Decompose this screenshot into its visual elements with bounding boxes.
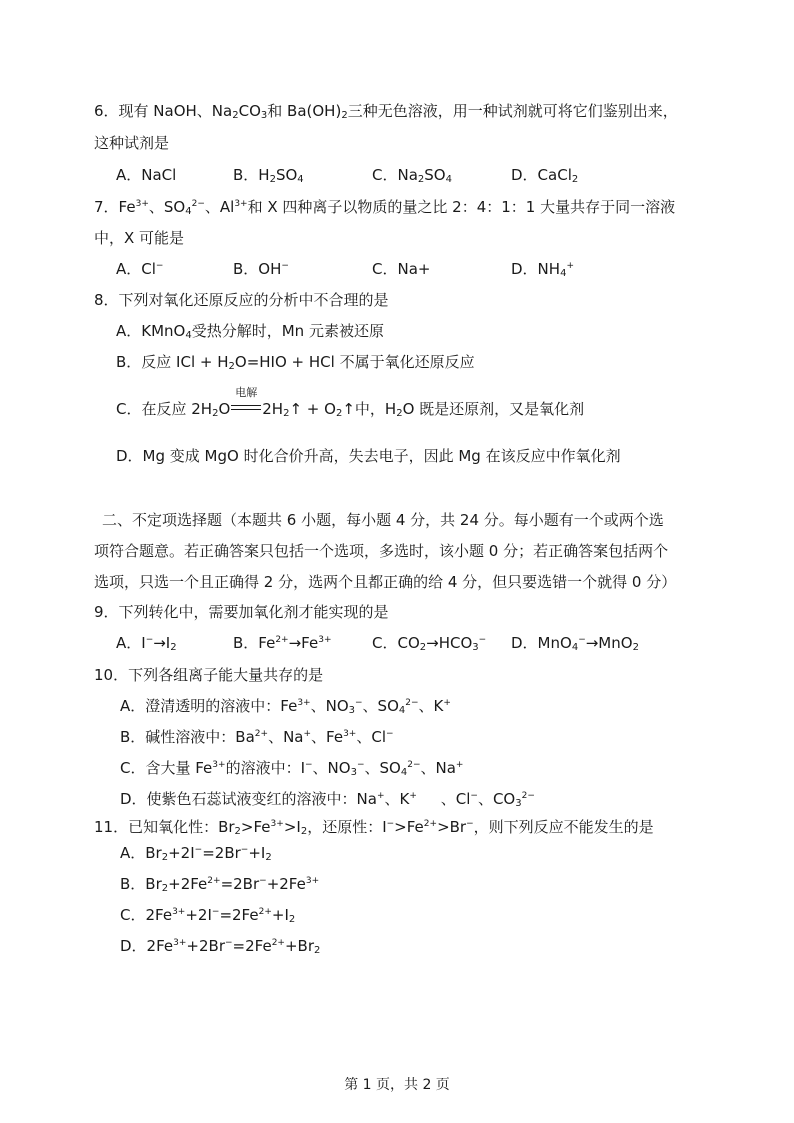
section2-line2: 项符合题意。若正确答案只包括一个选项，多选时，该小题 0 分；若正确答案包括两个	[94, 542, 669, 560]
q11-option-a: A．$Br_2+2I^-=2Br^-+I_2$	[120, 844, 272, 863]
q10-stem: 10．下列各组离子能大量共存的是	[94, 666, 324, 684]
q10-option-a: A．澄清透明的溶液中：$Fe^{3+}$、$NO_3^-$、$SO_4^{2-}$、K+	[120, 697, 451, 716]
q9-option-d: D．MnO$_4$−→MnO$_2$	[511, 634, 639, 653]
q8-stem: 8．下列对氧化还原反应的分析中不合理的是	[94, 291, 389, 309]
q7-stem-line2: 中，X 可能是	[94, 229, 185, 247]
q9-option-b: B．$Fe^{2+}\to Fe^{3+}$	[233, 634, 332, 652]
q10-option-d: D．使紫色石蕊试液变红的溶液中：Na+、K+ 、Cl−、$CO_3^{2-}$	[120, 790, 535, 809]
q7-option-b: B．OH−	[233, 260, 289, 278]
q7-option-c: C．Na+	[372, 260, 431, 278]
q6-option-d: D．CaCl$_2$	[511, 166, 579, 185]
q9-stem: 9．下列转化中，需要加氧化剂才能实现的是	[94, 603, 389, 621]
q6-option-a: A．NaCl	[116, 166, 177, 184]
q7-option-d: D．$NH_4^+$	[511, 260, 574, 279]
q8-option-d: D．Mg 变成 MgO 时化合价升高，失去电子，因此 Mg 在该反应中作氧化剂	[116, 447, 621, 465]
q11-option-b: B．$Br_2+2Fe^{2+}=2Br^-+2Fe^{3+}$	[120, 875, 320, 894]
q7-option-a: A．Cl−	[116, 260, 164, 278]
q10-option-b: B．碱性溶液中：$Ba^{2+}$、Na+、$Fe^{3+}$、Cl−	[120, 728, 394, 746]
q8-option-b: B．反应 ICl + $H_2O=HIO$ + HCl 不属于氧化还原反应	[116, 353, 475, 372]
q9-option-c: C．$CO_2\to HCO_3^-$	[372, 634, 487, 653]
page-footer: 第 1 页，共 2 页	[344, 1077, 450, 1093]
q6-option-b: B．$H_2SO_4$	[233, 166, 304, 185]
q10-option-c: C．含大量 $Fe^{3+}$的溶液中：I−、$NO_3^-$、$SO_4^{2-}$、Na+	[120, 759, 464, 778]
q7-stem-line1: 7．$Fe^{3+}$、$SO_4^{2-}$、$Al^{3+}$和 X 四种离子以物质的量之比 2：4：1：1 大量共存于同一溶液	[94, 198, 676, 217]
q8-option-c: C．在反应 $2H_2O$ 电解 $2H_2↑$ + $O_2↑$中，$H_2O$ 既是还原剂，又是氧化剂	[116, 399, 584, 419]
q11-option-d: D．$2Fe^{3+}+2Br^-=2Fe^{2+}+Br_2$	[120, 937, 321, 956]
q6-stem-line1: 6．现有 NaOH、$Na_2CO_3$和 $Ba(OH)_2$三种无色溶液，用一种试剂就可将它们鉴别出来，	[94, 102, 678, 121]
section2-line3: 选项，只选一个且正确得 2 分，选两个且都正确的给 4 分，但只要选错一个就得 0 分）	[94, 573, 677, 591]
q8-option-a: A．KMnO$_4$受热分解时，Mn 元素被还原	[116, 322, 384, 341]
electrolysis-arrow	[231, 386, 261, 419]
q6-stem-line2: 这种试剂是	[94, 134, 170, 152]
q6-option-c: C．$Na_2SO_4$	[372, 166, 452, 185]
q11-option-c: C．$2Fe^{3+}+2I^-=2Fe^{2+}+I_2$	[120, 906, 296, 925]
q9-option-a: A．$I^-\to I_2$	[116, 634, 177, 653]
q11-stem: 11．已知氧化性：$Br_2>Fe^{3+}>I_2$，还原性：$I^->Fe^{2+}>Br^-$，则下列反应不能发生的是	[94, 818, 654, 837]
section2-line1: 二、不定项选择题（本题共 6 小题，每小题 4 分，共 24 分。每小题有一个或两个选	[102, 511, 664, 529]
electrolysis-condition: 电解	[235, 386, 258, 399]
